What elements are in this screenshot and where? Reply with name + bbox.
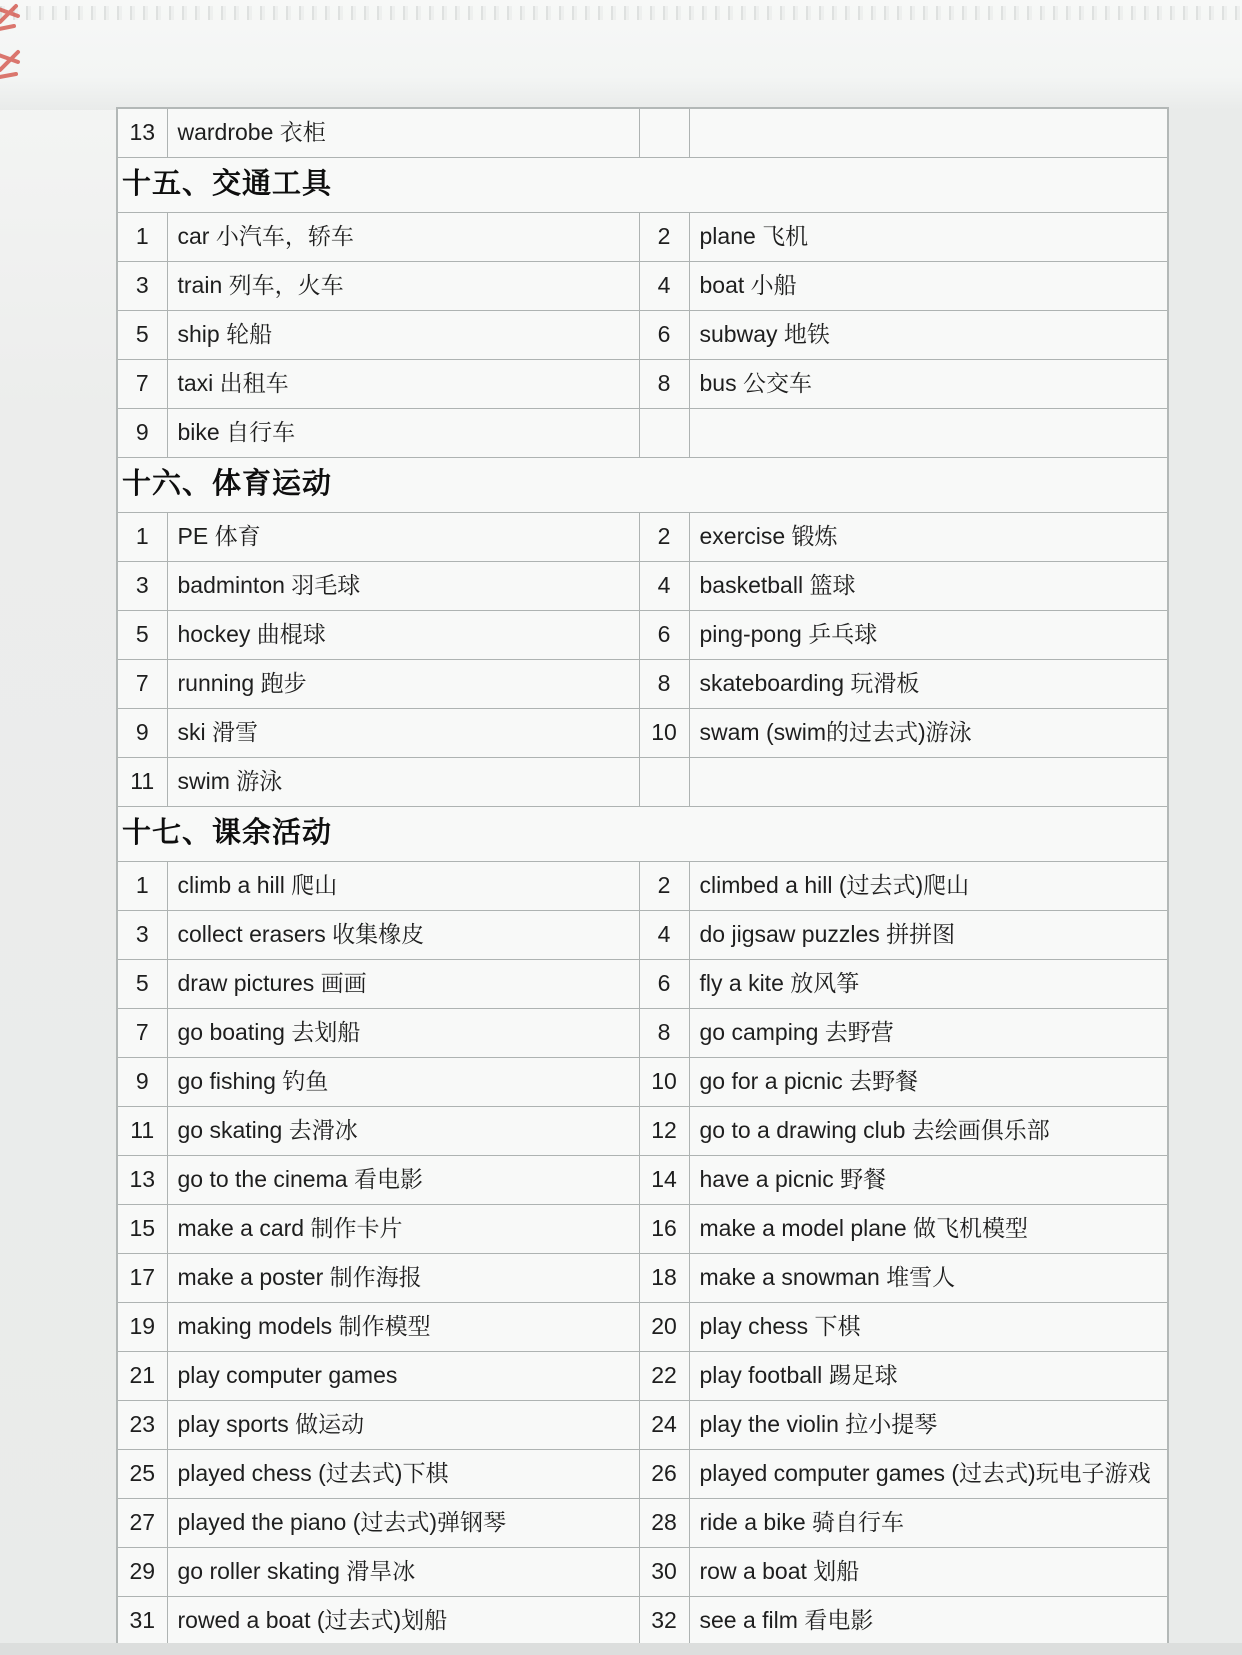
red-ink-mark (0, 2, 36, 102)
entry-text: swim 游泳 (167, 758, 639, 807)
entry-number: 10 (639, 709, 689, 758)
entry-number: 5 (117, 311, 167, 360)
entry-number: 2 (639, 862, 689, 911)
entry-number: 23 (117, 1401, 167, 1450)
section-header-row (117, 158, 1168, 213)
page-left-margin (0, 0, 116, 1655)
vocab-row (117, 1499, 1168, 1548)
entry-text: hockey 曲棍球 (167, 611, 639, 660)
vocab-row (117, 1597, 1168, 1647)
entry-number: 2 (639, 213, 689, 262)
section-header-row (117, 458, 1168, 513)
entry-number: 4 (639, 262, 689, 311)
vocab-row (117, 409, 1168, 458)
entry-number: 5 (117, 611, 167, 660)
entry-text: badminton 羽毛球 (167, 562, 639, 611)
entry-number: 3 (117, 262, 167, 311)
entry-text: make a poster 制作海报 (167, 1254, 639, 1303)
entry-text: row a boat 划船 (689, 1548, 1168, 1597)
vocab-row (117, 1205, 1168, 1254)
vocab-row (117, 213, 1168, 262)
entry-text (689, 409, 1168, 458)
vocab-row (117, 758, 1168, 807)
vocab-row (117, 1548, 1168, 1597)
vocab-row (117, 709, 1168, 758)
entry-text: played chess (过去式)下棋 (167, 1450, 639, 1499)
vocab-row (117, 1009, 1168, 1058)
entry-number: 2 (639, 513, 689, 562)
entry-text: draw pictures 画画 (167, 960, 639, 1009)
vocab-row (117, 1450, 1168, 1499)
entry-number: 15 (117, 1205, 167, 1254)
entry-text: ride a bike 骑自行车 (689, 1499, 1168, 1548)
entry-number: 6 (639, 611, 689, 660)
entry-text: ping-pong 乒乓球 (689, 611, 1168, 660)
vocab-row (117, 862, 1168, 911)
entry-text: go skating 去滑冰 (167, 1107, 639, 1156)
vocab-row (117, 1058, 1168, 1107)
entry-number: 8 (639, 1009, 689, 1058)
page-bottom-edge (0, 1643, 1242, 1655)
entry-number: 9 (117, 1058, 167, 1107)
entry-number: 8 (639, 360, 689, 409)
entry-number: 8 (639, 660, 689, 709)
entry-number: 1 (117, 862, 167, 911)
entry-text: climbed a hill (过去式)爬山 (689, 862, 1168, 911)
entry-number: 26 (639, 1450, 689, 1499)
vocab-row (117, 611, 1168, 660)
entry-text: exercise 锻炼 (689, 513, 1168, 562)
entry-text: go to a drawing club 去绘画俱乐部 (689, 1107, 1168, 1156)
entry-text: ski 滑雪 (167, 709, 639, 758)
entry-number: 13 (117, 108, 167, 158)
vocab-row (117, 562, 1168, 611)
section-title: 十七、课余活动 (117, 807, 1168, 862)
entry-number: 17 (117, 1254, 167, 1303)
vocab-row (117, 911, 1168, 960)
entry-number (639, 108, 689, 158)
entry-text: ship 轮船 (167, 311, 639, 360)
entry-text: subway 地铁 (689, 311, 1168, 360)
scan-watermark-strip (0, 6, 1242, 20)
vocab-row (117, 660, 1168, 709)
vocab-row (117, 960, 1168, 1009)
entry-text: go boating 去划船 (167, 1009, 639, 1058)
entry-number: 20 (639, 1303, 689, 1352)
entry-text: have a picnic 野餐 (689, 1156, 1168, 1205)
entry-text: taxi 出租车 (167, 360, 639, 409)
entry-text (689, 108, 1168, 158)
entry-number: 29 (117, 1548, 167, 1597)
entry-text: bike 自行车 (167, 409, 639, 458)
entry-text: running 跑步 (167, 660, 639, 709)
entry-text: collect erasers 收集橡皮 (167, 911, 639, 960)
entry-number: 14 (639, 1156, 689, 1205)
entry-number: 31 (117, 1597, 167, 1647)
entry-text: PE 体育 (167, 513, 639, 562)
entry-text: bus 公交车 (689, 360, 1168, 409)
vocab-row (117, 360, 1168, 409)
entry-number: 1 (117, 513, 167, 562)
entry-text: make a card 制作卡片 (167, 1205, 639, 1254)
entry-text: play football 踢足球 (689, 1352, 1168, 1401)
entry-number: 12 (639, 1107, 689, 1156)
entry-number: 6 (639, 960, 689, 1009)
vocab-row (117, 1352, 1168, 1401)
entry-text: go for a picnic 去野餐 (689, 1058, 1168, 1107)
entry-text (689, 758, 1168, 807)
entry-number: 32 (639, 1597, 689, 1647)
vocab-row (117, 1107, 1168, 1156)
vocab-row (117, 108, 1168, 158)
vocabulary-table-body (117, 108, 1168, 1646)
section-header-row (117, 807, 1168, 862)
entry-text: played the piano (过去式)弹钢琴 (167, 1499, 639, 1548)
entry-number (639, 758, 689, 807)
entry-text: fly a kite 放风筝 (689, 960, 1168, 1009)
vocab-row (117, 1156, 1168, 1205)
entry-text: play the violin 拉小提琴 (689, 1401, 1168, 1450)
entry-number: 6 (639, 311, 689, 360)
entry-number: 19 (117, 1303, 167, 1352)
entry-text: making models 制作模型 (167, 1303, 639, 1352)
entry-text: play sports 做运动 (167, 1401, 639, 1450)
entry-text: climb a hill 爬山 (167, 862, 639, 911)
entry-text: boat 小船 (689, 262, 1168, 311)
entry-number: 24 (639, 1401, 689, 1450)
entry-number: 9 (117, 709, 167, 758)
entry-text: do jigsaw puzzles 拼拼图 (689, 911, 1168, 960)
entry-number: 3 (117, 911, 167, 960)
entry-text: played computer games (过去式)玩电子游戏 (689, 1450, 1168, 1499)
entry-number: 11 (117, 758, 167, 807)
entry-number: 7 (117, 360, 167, 409)
vocab-row (117, 513, 1168, 562)
entry-text: basketball 篮球 (689, 562, 1168, 611)
entry-text: car 小汽车，轿车 (167, 213, 639, 262)
entry-number: 3 (117, 562, 167, 611)
entry-text: plane 飞机 (689, 213, 1168, 262)
entry-number: 25 (117, 1450, 167, 1499)
entry-number (639, 409, 689, 458)
entry-number: 4 (639, 911, 689, 960)
entry-text: go fishing 钓鱼 (167, 1058, 639, 1107)
entry-number: 22 (639, 1352, 689, 1401)
entry-text: go to the cinema 看电影 (167, 1156, 639, 1205)
vocabulary-table (116, 107, 1169, 1647)
entry-text: go camping 去野营 (689, 1009, 1168, 1058)
entry-number: 21 (117, 1352, 167, 1401)
entry-text: make a snowman 堆雪人 (689, 1254, 1168, 1303)
entry-number: 5 (117, 960, 167, 1009)
entry-number: 30 (639, 1548, 689, 1597)
entry-text: play chess 下棋 (689, 1303, 1168, 1352)
entry-number: 16 (639, 1205, 689, 1254)
vocab-row (117, 1401, 1168, 1450)
entry-number: 9 (117, 409, 167, 458)
section-title: 十六、体育运动 (117, 458, 1168, 513)
entry-number: 18 (639, 1254, 689, 1303)
entry-text: skateboarding 玩滑板 (689, 660, 1168, 709)
entry-text: play computer games (167, 1352, 639, 1401)
entry-text: make a model plane 做飞机模型 (689, 1205, 1168, 1254)
entry-number: 13 (117, 1156, 167, 1205)
vocab-row (117, 1254, 1168, 1303)
entry-number: 7 (117, 660, 167, 709)
entry-number: 1 (117, 213, 167, 262)
entry-text: go roller skating 滑旱冰 (167, 1548, 639, 1597)
entry-text: rowed a boat (过去式)划船 (167, 1597, 639, 1647)
entry-number: 11 (117, 1107, 167, 1156)
entry-number: 4 (639, 562, 689, 611)
entry-number: 28 (639, 1499, 689, 1548)
entry-text: wardrobe 衣柜 (167, 108, 639, 158)
entry-text: see a film 看电影 (689, 1597, 1168, 1647)
vocab-row (117, 311, 1168, 360)
vocab-row (117, 1303, 1168, 1352)
vocab-row (117, 262, 1168, 311)
entry-text: swam (swim的过去式)游泳 (689, 709, 1168, 758)
entry-number: 10 (639, 1058, 689, 1107)
entry-text: train 列车，火车 (167, 262, 639, 311)
entry-number: 27 (117, 1499, 167, 1548)
section-title: 十五、交通工具 (117, 158, 1168, 213)
entry-number: 7 (117, 1009, 167, 1058)
